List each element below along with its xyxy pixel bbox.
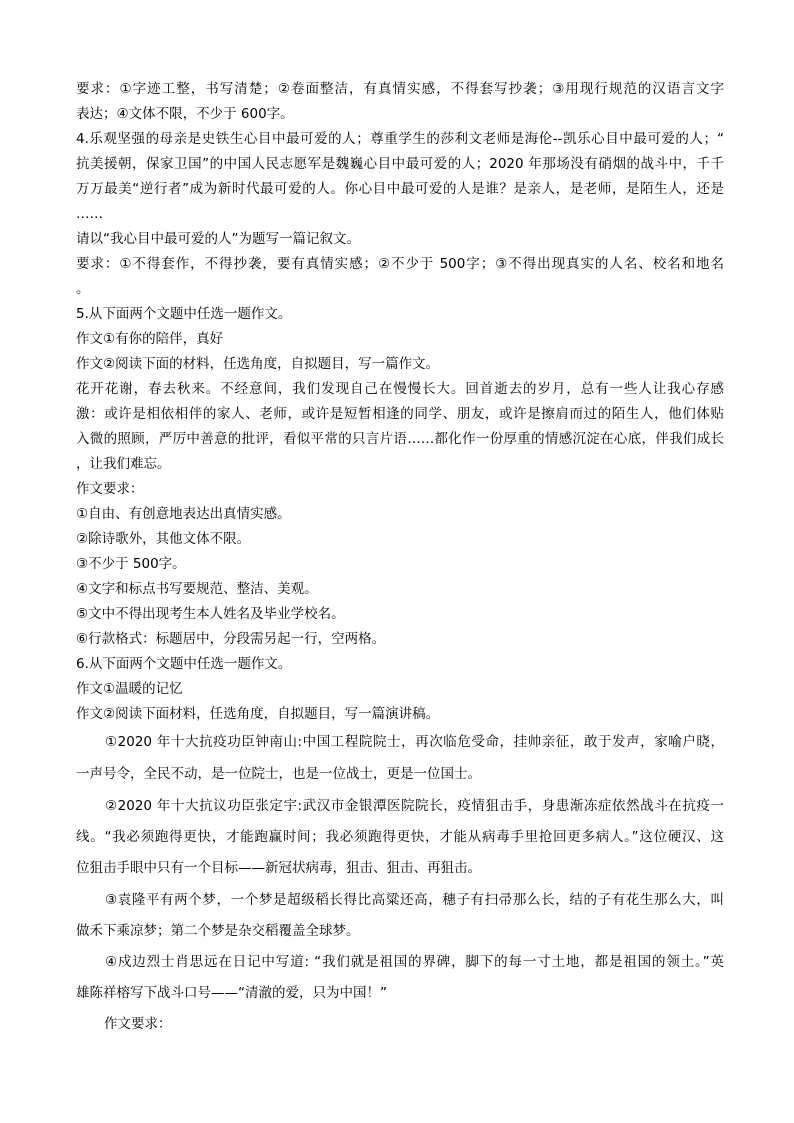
text-line: ⑥行款格式：标题居中，分段需另起一行，空两格。	[76, 631, 386, 647]
text-line: 要求：①不得套作，不得抄袭，要有真情实感；②不少于 500字；③不得出现真实的人名、校名和地名	[76, 256, 724, 272]
text-line: 位狙击手眼中只有一个目标——新冠状病毒，狙击、狙击、再狙击。	[76, 860, 481, 876]
text-line: ④文字和标点书写要规范、整洁、美观。	[76, 581, 318, 597]
text-line: ③不少于 500字。	[76, 556, 186, 572]
text-line: 作文要求：	[76, 481, 144, 497]
text-line: ④戍边烈士肖思远在日记中写道: “我们就是祖国的界碑，脚下的每一寸土地，都是祖国的领土。”英	[105, 954, 724, 970]
text-line: 线。“我必须跑得更快，才能跑赢时间；我必须跑得更快，才能从病毒手里抢回更多病人。”这位硬汉、这	[76, 829, 724, 845]
text-line: 请以“我心目中最可爱的人”为题写一篇记叙文。	[76, 231, 360, 247]
text-line: ①2020 年十大抗疫功臣钟南山:中国工程院院士，再次临危受命，挂帅亲征，敢于发声，家喻户晓，	[105, 734, 724, 750]
text-line: 花开花谢，春去秋来。不经意间，我们发现自己在慢慢长大。回首逝去的岁月，总有一些人让我心存感	[76, 381, 724, 397]
text-line: 表达；④文体不限，不少于 600字。	[76, 106, 294, 122]
text-line: 作文①有你的陪伴，真好	[76, 331, 224, 347]
text-line: 作文②阅读下面的材料，任选角度，自拟题目，写一篇作文。	[76, 356, 440, 372]
text-line: 做禾下乘凉梦；第二个梦是杂交稻覆盖全球梦。	[76, 923, 360, 939]
text-line: 作文②阅读下面材料，任选角度，自拟题目，写一篇演讲稿。	[76, 706, 440, 722]
text-line: ②2020 年十大抗议功臣张定宇:武汉市金银潭医院院长，疫情狙击手，身患渐冻症依然战斗在抗疫一	[105, 798, 724, 814]
text-line: 。	[76, 281, 90, 297]
text-line: 抗美援朝，保家卫国”的中国人民志愿军是魏巍心目中最可爱的人；2020 年那场没有硝烟的战斗中，千千	[76, 156, 724, 172]
text-line: 一声号令，全民不动，是一位院士，也是一位战士，更是一位国士。	[76, 766, 481, 782]
text-line: ③袁隆平有两个梦，一个梦是超级稻长得比高粱还高，穗子有扫帚那么长，结的子有花生那么大，叫	[105, 892, 724, 908]
text-line: 5.从下面两个文题中任选一题作文。	[76, 306, 292, 322]
text-line: 万万最美“逆行者”成为新时代最可爱的人。你心目中最可爱的人是谁？是亲人，是老师，是陌生人，还是	[76, 181, 724, 197]
text-line: 作文①温暖的记忆	[76, 681, 183, 697]
text-line: 6.从下面两个文题中任选一题作文。	[76, 656, 292, 672]
text-line: ②除诗歌外，其他文体不限。	[76, 531, 251, 547]
text-line: ，让我们难忘。	[76, 456, 171, 472]
text-line: 入微的照顾，严厉中善意的批评，看似平常的只言片语……都化作一份厚重的情感沉淀在心底，伴我们成长	[76, 431, 724, 447]
text-line: ①自由、有创意地表达出真情实感。	[76, 506, 291, 522]
text-line: 作文要求：	[104, 1016, 172, 1032]
text-line: 雄陈祥榕写下战斗口号——“清澈的爱，只为中国！”	[76, 985, 387, 1001]
text-line: 4.乐观坚强的母亲是史铁生心目中最可爱的人；尊重学生的莎利文老师是海伦--凯乐心目中最可爱的人；“	[76, 131, 724, 147]
text-line: 要求：①字迹工整，书写清楚；②卷面整洁，有真情实感，不得套写抄袭；③用现行规范的汉语言文字	[76, 81, 724, 97]
text-line: 激：或许是相依相伴的家人、老师，或许是短暂相逢的同学、朋友，或许是擦肩而过的陌生人，他们体贴	[76, 406, 724, 422]
text-line: ……	[76, 206, 103, 222]
text-line: ⑤文中不得出现考生本人姓名及毕业学校名。	[76, 606, 345, 622]
